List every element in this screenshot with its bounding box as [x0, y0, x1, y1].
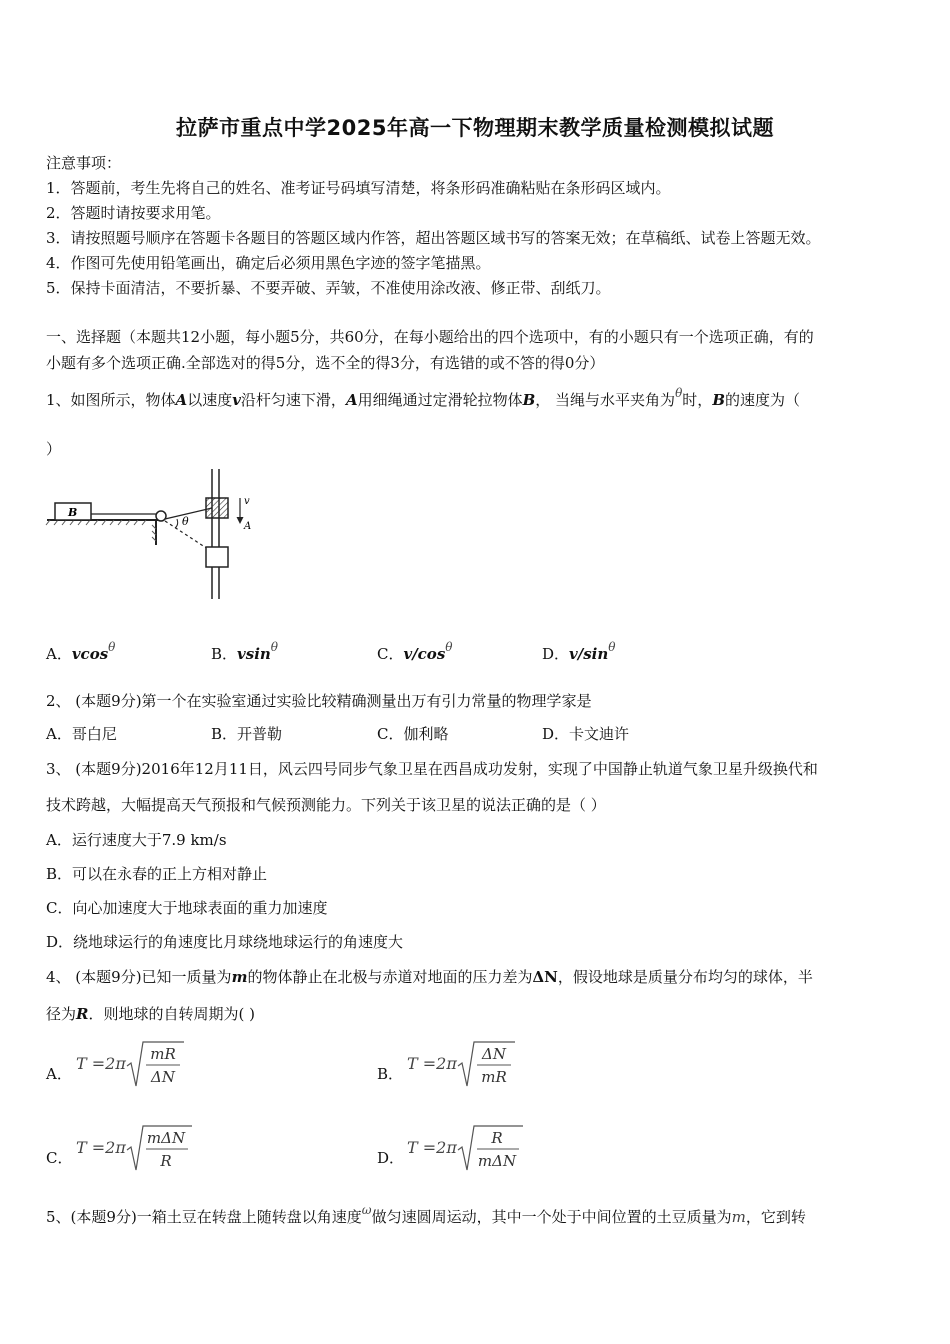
- block-a-ghost: [206, 547, 228, 567]
- option-b[interactable]: B．可以在永春的正上方相对静止: [46, 865, 268, 883]
- question-1-figure: [44, 465, 254, 605]
- svg-text:ΔN: ΔN: [482, 1045, 506, 1063]
- block-a: [206, 498, 228, 518]
- option-b[interactable]: B．vsin$^\theta$: [211, 640, 279, 663]
- formula-d: [405, 1120, 535, 1178]
- velocity-label: v: [244, 496, 250, 507]
- formula-b: [405, 1036, 525, 1094]
- svg-text:mΔN: mΔN: [477, 1152, 517, 1170]
- note-item: 4．作图可先使用铅笔画出，确定后必须用黑色字迹的签字笔描黑。: [46, 254, 491, 272]
- svg-text:R: R: [491, 1129, 503, 1147]
- svg-text:T =2π: T =2π: [407, 1138, 457, 1157]
- option-a[interactable]: A．哥白尼: [46, 725, 117, 743]
- option-c[interactable]: C．伽利略: [377, 725, 449, 743]
- formula-a: [74, 1036, 194, 1094]
- note-item: 2．答题时请按要求用笔。: [46, 204, 221, 222]
- question-5-stem: 5、(本题9分)一箱土豆在转盘上随转盘以角速度$^\omega$做匀速圆周运动，其中一个处于中间位置的土豆质量为m，它到转: [46, 1203, 806, 1226]
- formula-c: [74, 1120, 204, 1178]
- option-b[interactable]: B．开普勒: [211, 725, 283, 743]
- pulley: [156, 511, 166, 521]
- question-3-stem: 技术跨越，大幅提高天气预报和气候预测能力。下列关于该卫星的说法正确的是（ ）: [46, 796, 606, 814]
- svg-text:R: R: [160, 1152, 172, 1170]
- a-label: A: [244, 521, 252, 532]
- option-d[interactable]: D．$v/\sin^\theta$: [542, 640, 616, 663]
- option-c[interactable]: C．$v/\cos^\theta$: [377, 640, 453, 663]
- svg-text:T =2π: T =2π: [407, 1054, 457, 1073]
- option-d[interactable]: D．: [377, 1149, 405, 1167]
- option-d[interactable]: D．卡文迪许: [542, 725, 630, 743]
- note-item: 1．答题前，考生先将自己的姓名、准考证号码填写清楚，将条形码准确粘贴在条形码区域内。: [46, 179, 671, 197]
- option-b[interactable]: B．: [377, 1065, 404, 1083]
- section-intro: 一、选择题（本题共12小题，每小题5分，共60分，在每小题给出的四个选项中，有的小题只有一个选项正确，有的: [46, 328, 814, 346]
- question-1-stem: 1、如图所示，物体A以速度v沿杆匀速下滑，A用细绳通过定滑轮拉物体B， 当绳与水平夹角为$^\theta$时，B的速度为（: [46, 386, 801, 409]
- question-4-stem: 径为R．则地球的自转周期为( ): [46, 1005, 255, 1023]
- option-c[interactable]: C．向心加速度大于地球表面的重力加速度: [46, 899, 328, 917]
- question-2-stem: 2、 (本题9分)第一个在实验室通过实验比较精确测量出万有引力常量的物理学家是: [46, 692, 592, 710]
- option-a[interactable]: A．: [46, 1065, 72, 1083]
- option-c[interactable]: C．: [46, 1149, 73, 1167]
- question-1-close: ）: [46, 440, 62, 458]
- svg-text:mR: mR: [150, 1045, 176, 1063]
- block-b-label: B: [68, 506, 78, 519]
- svg-text:T =2π: T =2π: [76, 1054, 126, 1073]
- velocity-arrowhead: [237, 517, 244, 524]
- option-d[interactable]: D．绕地球运行的角速度比月球绕地球运行的角速度大: [46, 933, 404, 951]
- notes-heading: 注意事项：: [46, 154, 122, 172]
- question-4-stem: 4、 (本题9分)已知一质量为m的物体静止在北极与赤道对地面的压力差为ΔN，假设地球是质量分布均匀的球体，半: [46, 968, 813, 986]
- theta-label: θ: [182, 515, 189, 528]
- section-intro: 小题有多个选项正确.全部选对的得5分，选不全的得3分，有选错的或不答的得0分）: [46, 354, 605, 372]
- svg-text:mΔN: mΔN: [146, 1129, 186, 1147]
- question-3-stem: 3、 (本题9分)2016年12月11日，风云四号同步气象卫星在西昌成功发射，实现了中国静止轨道气象卫星升级换代和: [46, 760, 818, 778]
- note-item: 5．保持卡面清洁，不要折暴、不要弄破、弄皱，不准使用涂改液、修正带、刮纸刀。: [46, 279, 611, 297]
- svg-text:T =2π: T =2π: [76, 1138, 126, 1157]
- svg-text:ΔN: ΔN: [151, 1068, 175, 1086]
- angle-arc: [175, 519, 178, 528]
- page-title: 拉萨市重点中学2025年高一下物理期末教学质量检测模拟试题: [176, 116, 774, 140]
- option-a[interactable]: A．vcos$^\theta$: [46, 640, 116, 663]
- note-item: 3．请按照题号顺序在答题卡各题目的答题区域内作答，超出答题区域书写的答案无效；在草稿纸、试卷上答题无效。: [46, 229, 821, 247]
- option-a[interactable]: A．运行速度大于7.9 km/s: [46, 831, 227, 849]
- svg-text:mR: mR: [481, 1068, 507, 1086]
